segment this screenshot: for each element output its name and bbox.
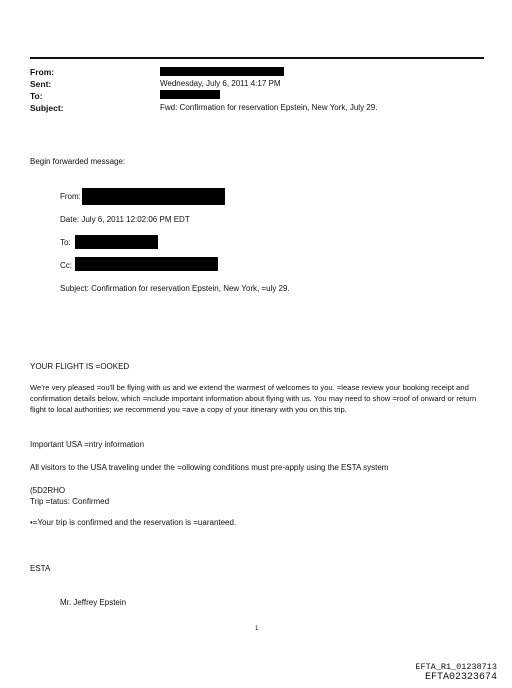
from-redaction [160,67,284,76]
sent-value: Wednesday, July 6, 2011 4:17 PM [160,79,281,88]
to-label: To: [30,91,43,101]
fwd-from-label: From: [60,192,81,201]
fwd-cc-redaction [75,257,218,271]
esta-notice: All visitors to the USA traveling under the =ollowing conditions must pre-apply using the ESTA system [30,463,389,472]
welcome-paragraph: We're very pleased =ou'll be flying with us and we extend the warmest of welcomes to you. =lease review your booking receipt and confirmation details below, which =nclude important information about flying with us. You may need to show =roof of onward or return flight to local authorities; we recommend you =ave a copy of your itinerary with you on this trip. [30,383,477,414]
doc-id-2: EFTA02323674 [424,672,497,683]
flight-heading: YOUR FLIGHT IS =OOKED [30,362,130,371]
to-redaction [160,90,220,99]
fwd-from-redaction [82,188,225,205]
trip-status: Trip =tatus: Confirmed [30,497,110,506]
fwd-date-line: Date: July 6, 2011 12:02:06 PM EDT [60,215,190,224]
fwd-to-redaction [75,235,158,249]
fwd-cc-label: Cc: [60,261,72,270]
sent-label: Sent: [30,79,52,89]
subject-value: Fwd: Confirmation for reservation Epstein, New York, July 29. [160,103,378,112]
fwd-subject-line: Subject: Confirmation for reservation Epstein, New York, =uly 29. [60,284,290,293]
passenger-name: Mr. Jeffrey Epstein [60,598,127,607]
fwd-to-label: To: [60,238,71,247]
confirmation-line: •=Your trip is confirmed and the reservation is =uaranteed. [30,518,237,527]
entry-heading: Important USA =ntry information [30,440,145,449]
esta-label: ESTA [30,564,51,573]
booking-code: (5D2RHO [30,486,66,495]
page-number: 1 [255,626,259,632]
forward-intro: Begin forwarded message: [30,157,126,166]
from-label: From: [30,67,55,77]
subject-label: Subject: [30,103,64,113]
doc-id-1: EFTA_R1_01238713 [415,662,497,672]
header-top-rule [30,57,484,59]
